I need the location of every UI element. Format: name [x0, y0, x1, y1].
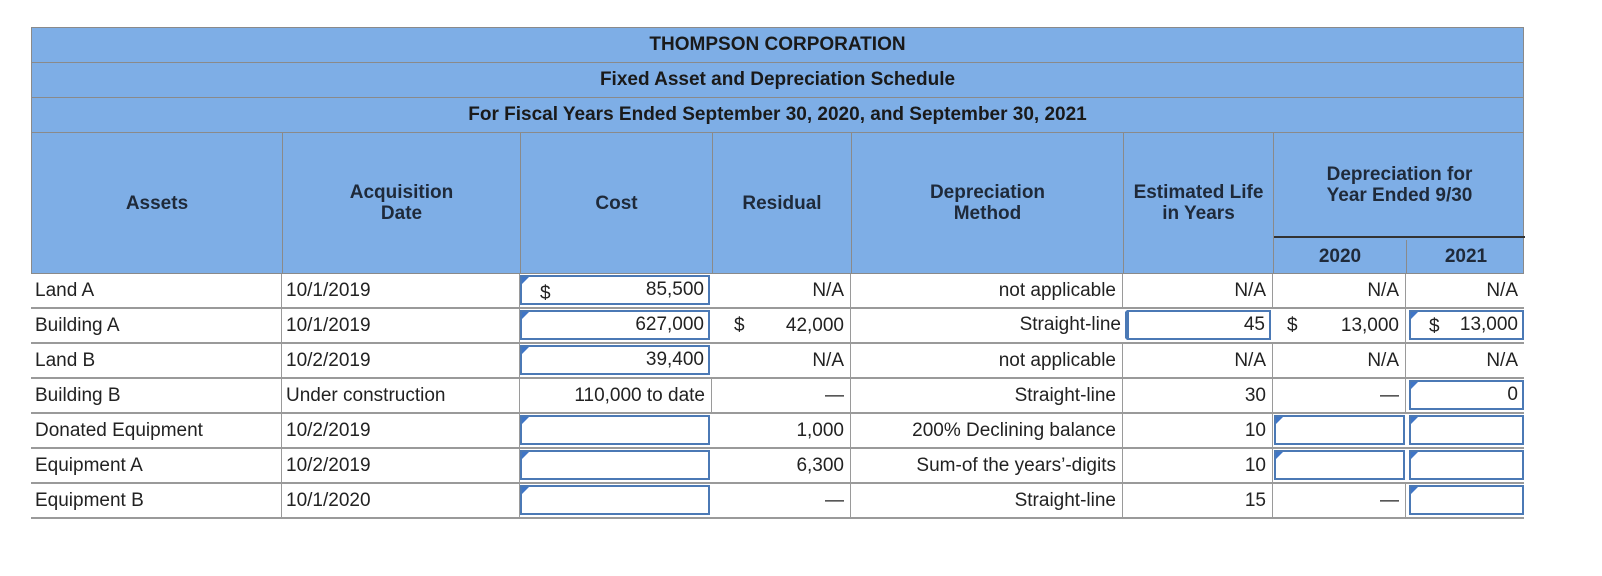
residual-value: —	[712, 484, 851, 517]
depreciation-2021: 0	[1507, 384, 1518, 405]
acquisition-date: 10/1/2020	[282, 484, 520, 517]
cost-value: 110,000 to date	[520, 379, 712, 412]
depreciation-2020-input[interactable]	[1274, 450, 1405, 480]
depreciation-2021: 13,000	[1459, 314, 1518, 335]
col-depreciation-method: Depreciation Method	[852, 133, 1124, 273]
residual-value: 1,000	[712, 414, 851, 447]
residual-value: N/A	[712, 344, 851, 377]
acquisition-date: Under construction	[282, 379, 520, 412]
depreciation-2021: N/A	[1486, 349, 1518, 371]
cost-input[interactable]	[520, 415, 710, 445]
asset-name: Building A	[31, 309, 282, 342]
company-title: THOMPSON CORPORATION	[31, 27, 1524, 62]
table-row	[31, 449, 1524, 484]
estimated-life: 45	[1243, 314, 1265, 335]
col-year-2020: 2020	[1274, 240, 1407, 273]
residual-value: N/A	[712, 274, 851, 307]
depreciation-2020: —	[1273, 379, 1406, 412]
cost-input[interactable]	[520, 275, 710, 305]
residual-value: 42,000	[785, 314, 844, 336]
cost-input[interactable]	[520, 310, 710, 340]
col-assets: Assets	[32, 133, 283, 273]
table-row	[31, 379, 1524, 414]
asset-name: Donated Equipment	[31, 414, 282, 447]
asset-name: Building B	[31, 379, 282, 412]
col-acquisition-date: Acquisition Date	[283, 133, 521, 273]
acquisition-date: 10/1/2019	[282, 309, 520, 342]
col-year-2021: 2021	[1444, 245, 1488, 267]
depreciation-method: not applicable	[851, 344, 1123, 377]
asset-name: Land B	[31, 344, 282, 377]
depreciation-2021-input[interactable]	[1409, 415, 1524, 445]
estimated-life: N/A	[1123, 344, 1273, 377]
acquisition-date: 10/2/2019	[282, 344, 520, 377]
acquisition-date: 10/2/2019	[282, 414, 520, 447]
table-row	[31, 484, 1524, 519]
asset-name: Equipment B	[31, 484, 282, 517]
cost-input[interactable]	[520, 345, 710, 375]
depreciation-2021-input[interactable]	[1409, 485, 1524, 515]
schedule-title: Fixed Asset and Depreciation Schedule	[31, 62, 1524, 97]
col-estimated-life: Estimated Life in Years	[1124, 133, 1274, 273]
depreciation-2021-input[interactable]	[1409, 450, 1524, 480]
period-title: For Fiscal Years Ended September 30, 2020, and September 30, 2021	[31, 97, 1524, 133]
depreciation-method: Straight-line	[851, 379, 1123, 412]
residual-value: 6,300	[712, 449, 851, 482]
depreciation-2020-cell	[1273, 309, 1406, 342]
table-row	[31, 274, 1524, 309]
depreciation-2020: N/A	[1273, 344, 1406, 377]
col-depreciation-for: Depreciation for Year Ended 9/30	[1274, 133, 1525, 238]
cost-input[interactable]	[520, 450, 710, 480]
depreciation-2020: —	[1273, 484, 1406, 517]
column-header	[31, 133, 1524, 274]
asset-name: Land A	[31, 274, 282, 307]
residual-value: —	[712, 379, 851, 412]
cost-input[interactable]	[520, 485, 710, 515]
cost-value: 39,400	[645, 349, 704, 370]
depreciation-method: Straight-line	[851, 484, 1123, 517]
depreciation-2020: N/A	[1273, 274, 1406, 307]
estimated-life: 10	[1123, 449, 1273, 482]
table-row	[31, 309, 1524, 344]
dollar-sign: $	[734, 315, 745, 336]
acquisition-date: 10/1/2019	[282, 274, 520, 307]
depreciation-2021-input[interactable]	[1409, 310, 1524, 340]
cost-value: 85,500	[645, 279, 704, 300]
residual-cell	[712, 309, 851, 342]
table-row	[31, 414, 1524, 449]
estimated-life: N/A	[1123, 274, 1273, 307]
acquisition-date: 10/2/2019	[282, 449, 520, 482]
col-residual: Residual	[713, 133, 852, 273]
life-input[interactable]	[1127, 310, 1271, 340]
dollar-sign: $	[1429, 316, 1440, 337]
dollar-sign: $	[1287, 315, 1298, 336]
depreciation-2020: 13,000	[1340, 314, 1399, 336]
depreciation-method: Sum-of the years’-digits	[851, 449, 1123, 482]
dollar-sign: $	[540, 283, 551, 304]
method-select[interactable]	[851, 310, 1127, 340]
col-cost: Cost	[521, 133, 713, 273]
depreciation-schedule	[31, 27, 1524, 519]
depreciation-method: not applicable	[851, 274, 1123, 307]
depreciation-2021-input[interactable]	[1409, 380, 1524, 410]
depreciation-2021: N/A	[1486, 279, 1518, 301]
cost-value: 627,000	[635, 314, 704, 335]
table-row	[31, 344, 1524, 379]
estimated-life: 10	[1123, 414, 1273, 447]
depreciation-method: 200% Declining balance	[851, 414, 1123, 447]
asset-name: Equipment A	[31, 449, 282, 482]
depreciation-2020-input[interactable]	[1274, 415, 1405, 445]
estimated-life: 30	[1123, 379, 1273, 412]
estimated-life: 15	[1123, 484, 1273, 517]
depreciation-method: Straight-line	[1019, 314, 1121, 335]
